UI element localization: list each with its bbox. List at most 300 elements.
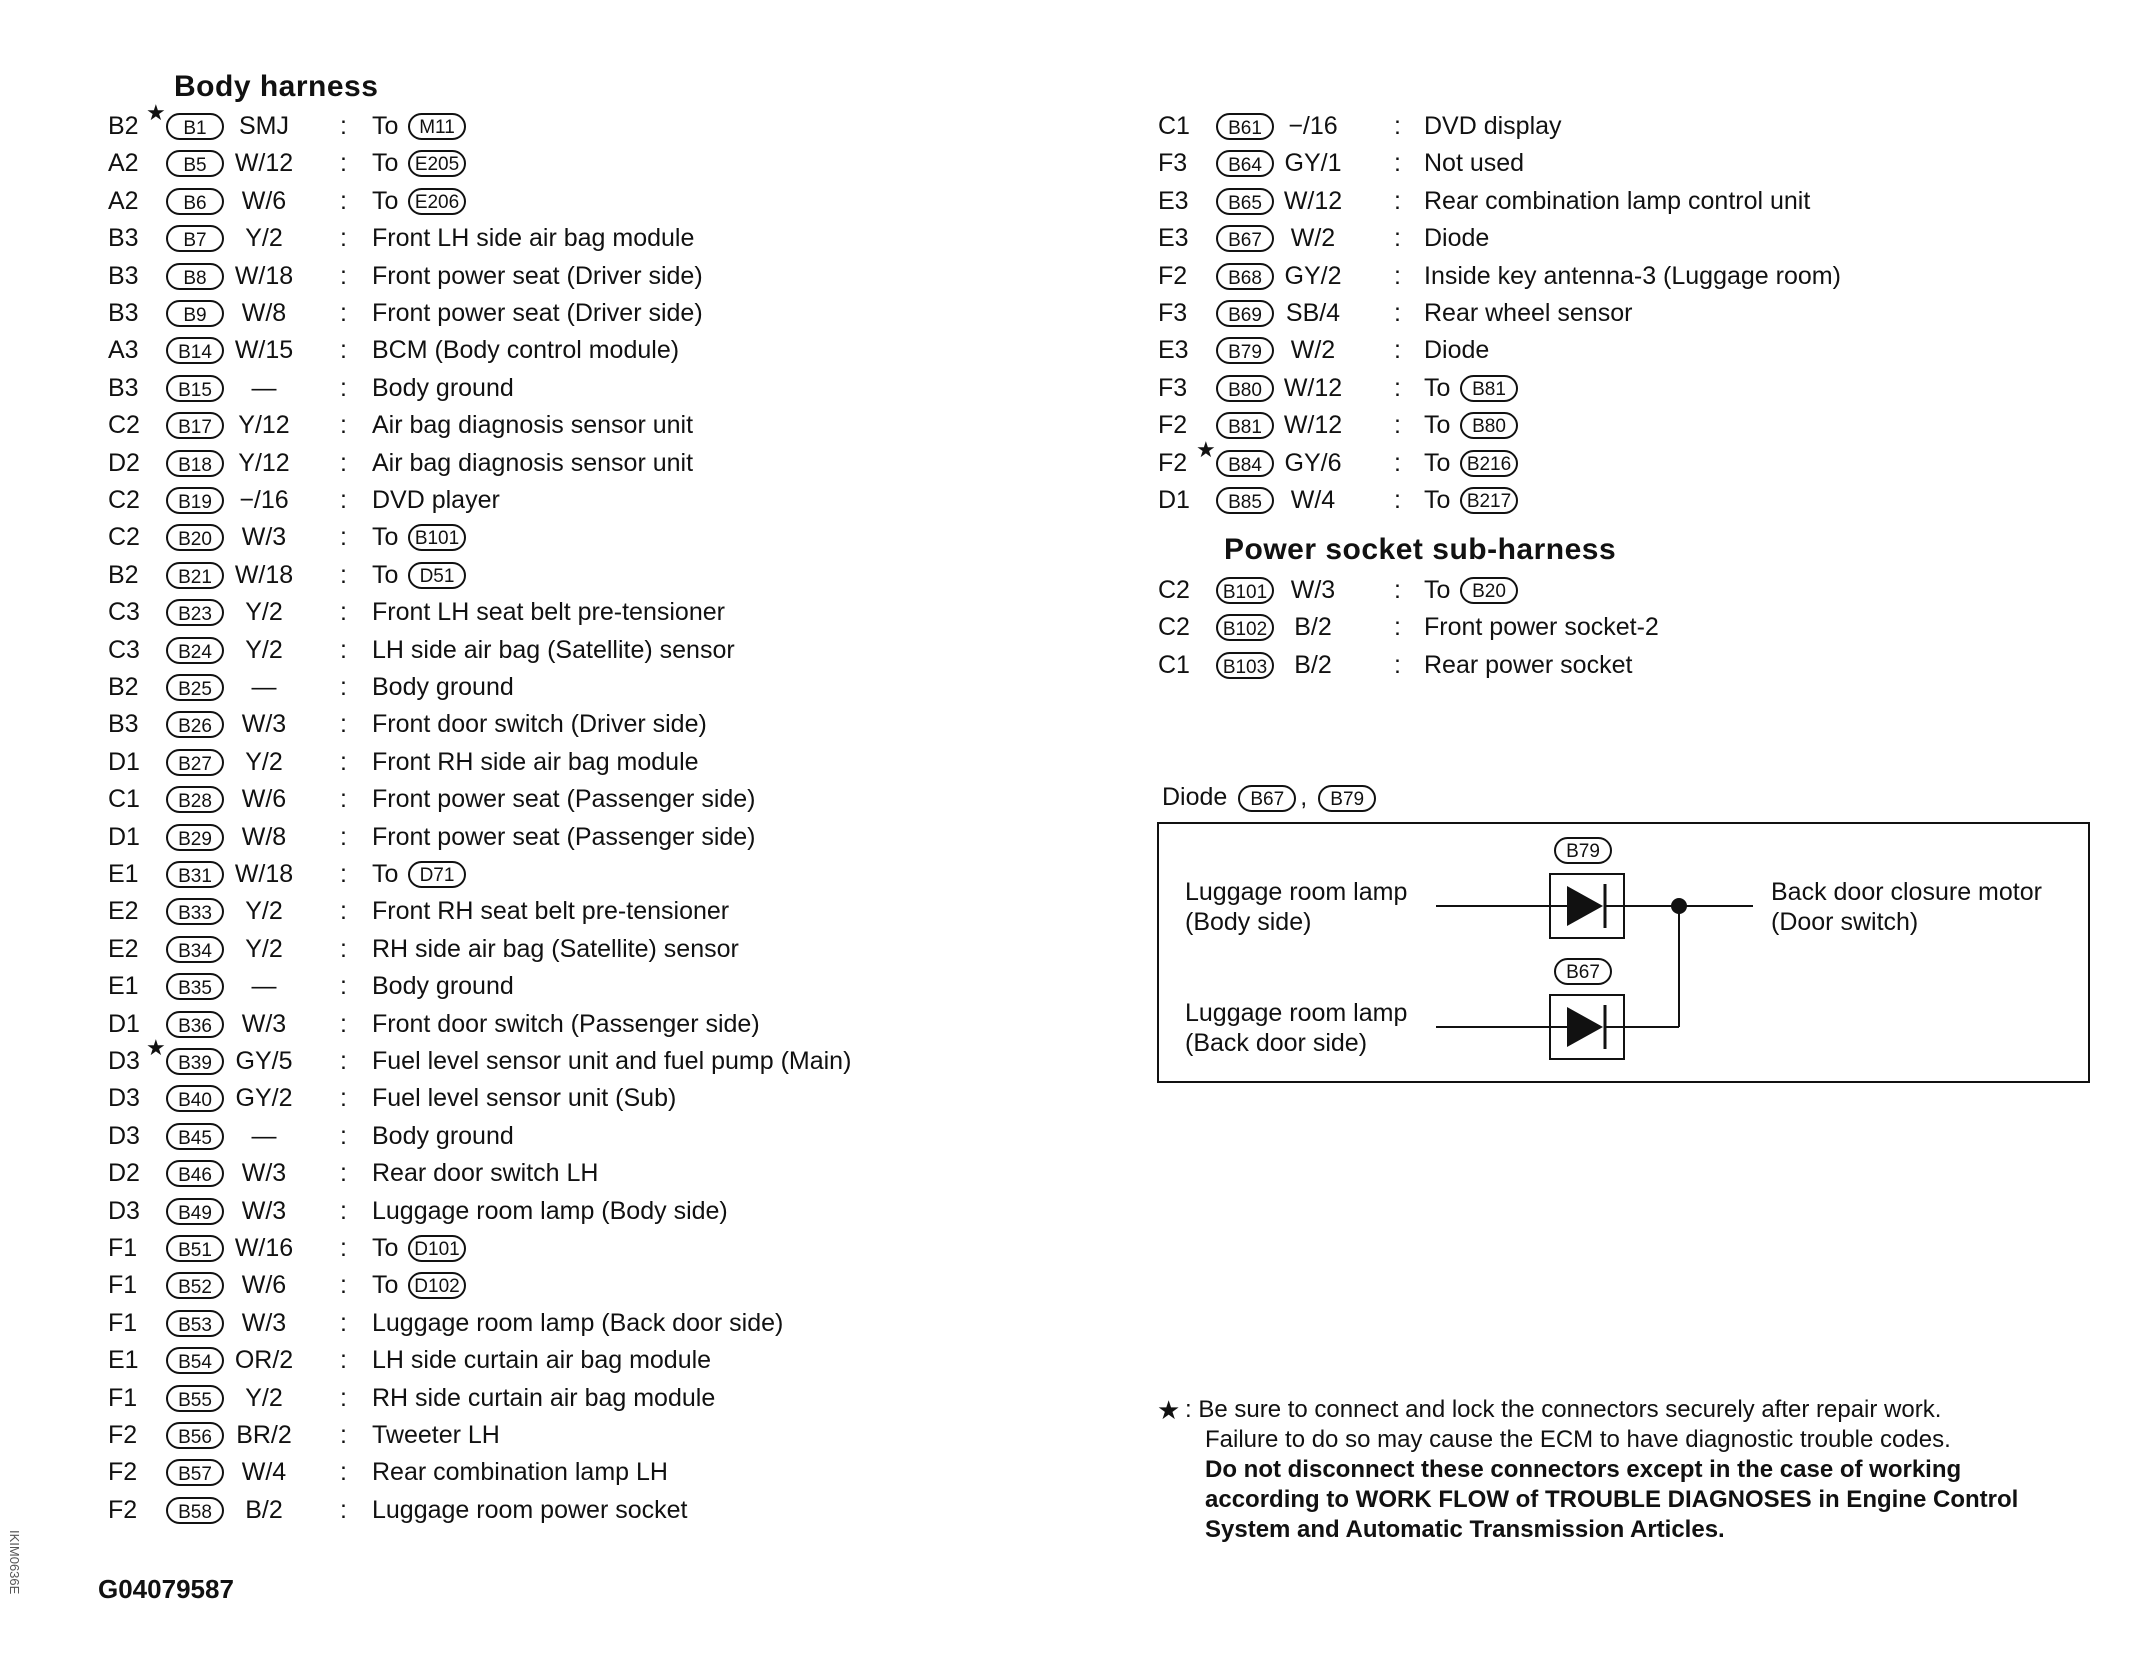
- separator: :: [340, 1009, 347, 1038]
- grid-location: F2: [108, 1421, 138, 1449]
- wire-spec: Y/2: [245, 934, 283, 963]
- connector-id: B8: [166, 263, 224, 290]
- wire-spec: —: [251, 373, 277, 402]
- wire-spec: Y/2: [245, 224, 283, 253]
- separator: :: [1394, 186, 1401, 215]
- connector-id: B1: [166, 113, 224, 140]
- connector-id: B64: [1216, 150, 1274, 177]
- connector-description: To: [372, 523, 399, 552]
- separator: :: [1394, 299, 1401, 327]
- separator: :: [1394, 112, 1401, 140]
- grid-location: D2: [108, 448, 140, 477]
- document-id: G04079587: [98, 1574, 234, 1604]
- connector-row: [108, 370, 1008, 407]
- connector-id: B68: [1216, 263, 1274, 290]
- grid-location: C3: [108, 598, 140, 627]
- connector-row: [108, 1492, 1008, 1529]
- separator: :: [340, 710, 347, 739]
- separator: :: [340, 1421, 347, 1449]
- grid-location: F2: [1158, 448, 1188, 477]
- grid-location: B3: [108, 299, 139, 327]
- connector-description: Diode: [1424, 224, 1490, 253]
- wire-spec: OR/2: [234, 1346, 294, 1375]
- separator: :: [340, 1159, 347, 1188]
- connector-id: B55: [166, 1385, 224, 1412]
- footnote-line-2: Failure to do so may cause the ECM to have diagnostic trouble codes.: [1205, 1426, 1951, 1453]
- diode-caption-connector-b67: B67: [1238, 785, 1296, 812]
- connector-id: B27: [166, 749, 224, 776]
- connector-row: [108, 1417, 1008, 1454]
- connector-description: Air bag diagnosis sensor unit: [372, 411, 694, 440]
- diode-top-connector: B79: [1554, 837, 1612, 864]
- grid-location: F1: [108, 1383, 138, 1412]
- connector-description: Not used: [1424, 149, 1525, 178]
- grid-location: B3: [108, 224, 139, 253]
- wire-spec: W/15: [234, 336, 294, 365]
- connector-row: [108, 557, 1008, 594]
- connector-description: Rear power socket: [1424, 650, 1633, 679]
- separator: :: [340, 261, 347, 290]
- separator: :: [1394, 373, 1401, 402]
- connector-id: B84: [1216, 450, 1274, 477]
- separator: :: [340, 373, 347, 402]
- connector-row: [1158, 332, 2058, 369]
- separator: :: [340, 1458, 347, 1487]
- wire-spec: W/3: [241, 1308, 287, 1337]
- wire-spec: Y/2: [245, 1383, 283, 1412]
- separator: :: [340, 448, 347, 477]
- connector-description: Luggage room lamp (Body side): [372, 1196, 728, 1225]
- separator: :: [1394, 336, 1401, 365]
- connector-description: To: [1424, 411, 1451, 440]
- grid-location: C2: [108, 523, 140, 552]
- connector-row: [108, 100, 1008, 145]
- star-marker: ★: [146, 1035, 166, 1060]
- grid-location: F2: [1158, 411, 1188, 440]
- connector-id: B33: [166, 898, 224, 925]
- target-connector-id: B80: [1460, 412, 1518, 439]
- grid-location: B2: [108, 560, 139, 589]
- connector-description: To: [1424, 448, 1451, 477]
- connector-row: [108, 1454, 1008, 1491]
- separator: :: [340, 598, 347, 627]
- separator: :: [1394, 486, 1401, 514]
- connector-row: [108, 744, 1008, 781]
- separator: :: [1394, 650, 1401, 679]
- connector-row: [108, 706, 1008, 743]
- luggage-lamp-backdoor-label: Luggage room lamp (Back door side): [1185, 999, 1408, 1057]
- grid-location: F2: [1158, 261, 1188, 290]
- star-marker: ★: [146, 100, 166, 125]
- connector-id: B28: [166, 786, 224, 813]
- connector-description: Front RH side air bag module: [372, 747, 699, 776]
- footnote-line-4: according to WORK FLOW of TROUBLE DIAGNOSES in Engine Control: [1205, 1486, 2019, 1513]
- separator: :: [1394, 149, 1401, 178]
- connector-row: [108, 594, 1008, 631]
- connector-row: [1158, 145, 2058, 182]
- grid-location: F3: [1158, 373, 1188, 402]
- connector-row: [108, 893, 1008, 930]
- wire-spec: Y/2: [245, 635, 283, 664]
- connector-id: B81: [1216, 412, 1274, 439]
- target-connector-id: E205: [408, 150, 466, 177]
- grid-location: E1: [108, 860, 139, 888]
- grid-location: A2: [108, 149, 139, 178]
- separator: :: [340, 635, 347, 664]
- connector-id: B34: [166, 936, 224, 963]
- wire-spec: B/2: [1294, 650, 1332, 679]
- grid-location: C2: [1158, 576, 1190, 604]
- target-connector-id: M11: [408, 113, 466, 140]
- target-connector-id: B101: [408, 524, 466, 551]
- wire-spec: W/4: [241, 1458, 287, 1487]
- connector-id: B24: [166, 637, 224, 664]
- grid-location: F3: [1158, 149, 1188, 178]
- connector-row: [108, 1342, 1008, 1379]
- connector-row: [108, 931, 1008, 968]
- separator: :: [340, 149, 347, 178]
- wire-spec: —: [251, 673, 277, 701]
- wire-spec: —: [251, 972, 277, 1001]
- separator: :: [340, 336, 347, 365]
- grid-location: E2: [108, 897, 139, 926]
- connector-row: [1158, 220, 2058, 257]
- wire-spec: W/18: [234, 261, 294, 290]
- connector-id: B17: [166, 412, 224, 439]
- separator: :: [340, 1383, 347, 1412]
- connector-description: DVD display: [1424, 112, 1562, 140]
- grid-location: F1: [108, 1271, 138, 1300]
- wire-spec: GY/5: [235, 1047, 293, 1075]
- wire-spec: W/8: [241, 299, 287, 327]
- separator: :: [340, 186, 347, 215]
- connector-description: Air bag diagnosis sensor unit: [372, 448, 694, 477]
- wire-spec: W/2: [1290, 336, 1336, 365]
- connector-description: Rear door switch LH: [372, 1159, 599, 1188]
- wire-spec: BR/2: [236, 1421, 292, 1449]
- grid-location: D3: [108, 1196, 140, 1225]
- connector-id: B57: [166, 1459, 224, 1486]
- connector-id: B69: [1216, 300, 1274, 327]
- connector-row: [108, 856, 1008, 893]
- wire-spec: SMJ: [239, 112, 289, 140]
- connector-description: Front LH seat belt pre-tensioner: [372, 598, 725, 627]
- connector-id: B18: [166, 450, 224, 477]
- connector-id: B36: [166, 1011, 224, 1038]
- grid-location: C1: [108, 785, 140, 814]
- connector-id: B80: [1216, 375, 1274, 402]
- grid-location: E3: [1158, 224, 1189, 253]
- connector-id: B19: [166, 487, 224, 514]
- wire-spec: W/12: [1283, 186, 1343, 215]
- grid-location: C2: [108, 411, 140, 440]
- connector-row: [108, 632, 1008, 669]
- connector-description: DVD player: [372, 486, 500, 514]
- connector-id: B54: [166, 1347, 224, 1374]
- grid-location: D2: [108, 1159, 140, 1188]
- footnote-line-1: : Be sure to connect and lock the connectors securely after repair work.: [1185, 1396, 1942, 1423]
- connector-row: [1158, 370, 2058, 407]
- footnote-line-3: Do not disconnect these connectors except in the case of working: [1205, 1456, 1962, 1483]
- connector-row: [1158, 572, 2058, 609]
- grid-location: A2: [108, 186, 139, 215]
- separator: :: [340, 523, 347, 552]
- connector-row: [1158, 647, 2058, 684]
- connector-description: BCM (Body control module): [372, 336, 680, 365]
- connector-description: Front power seat (Passenger side): [372, 822, 756, 851]
- grid-location: C1: [1158, 650, 1190, 679]
- target-connector-id: D101: [408, 1235, 466, 1262]
- connector-row: [1158, 436, 2058, 482]
- connector-row: [108, 1380, 1008, 1417]
- grid-location: E2: [108, 934, 139, 963]
- connector-row: [108, 407, 1008, 444]
- connector-description: To: [1424, 576, 1451, 604]
- connector-description: Body ground: [372, 673, 514, 701]
- connector-description: LH side curtain air bag module: [372, 1346, 712, 1375]
- wire-spec: W/3: [241, 1196, 287, 1225]
- connector-id: B52: [166, 1272, 224, 1299]
- grid-location: B3: [108, 261, 139, 290]
- connector-row: [1158, 258, 2058, 295]
- connector-description: Front power seat (Driver side): [372, 299, 703, 327]
- connector-id: B26: [166, 711, 224, 738]
- connector-id: B53: [166, 1310, 224, 1337]
- connector-description: To: [372, 149, 399, 178]
- grid-location: E1: [108, 1346, 139, 1375]
- connector-description: Front power seat (Passenger side): [372, 785, 756, 814]
- connector-row: [1158, 482, 2058, 519]
- connector-row: [108, 1267, 1008, 1304]
- separator: :: [340, 1084, 347, 1113]
- diode-caption-separator: ,: [1300, 783, 1308, 811]
- separator: :: [340, 673, 347, 701]
- connector-description: Front LH side air bag module: [372, 224, 695, 253]
- connector-id: B49: [166, 1198, 224, 1225]
- target-connector-id: B216: [1460, 450, 1518, 477]
- connector-row: [108, 819, 1008, 856]
- connector-description: Inside key antenna-3 (Luggage room): [1424, 261, 1841, 290]
- connector-row: [108, 145, 1008, 182]
- connector-id: B31: [166, 861, 224, 888]
- connector-id: B85: [1216, 487, 1274, 514]
- wire-spec: W/3: [241, 1159, 287, 1188]
- separator: :: [340, 860, 347, 888]
- figure-code: IKIM0636E: [7, 1530, 22, 1595]
- connector-id: B7: [166, 225, 224, 252]
- connector-description: Rear combination lamp LH: [372, 1458, 668, 1487]
- separator: :: [340, 1196, 347, 1225]
- connector-id: B40: [166, 1085, 224, 1112]
- connector-row: [108, 1155, 1008, 1192]
- connector-description: Fuel level sensor unit (Sub): [372, 1084, 677, 1113]
- connector-description: To: [1424, 373, 1451, 402]
- connector-id: B51: [166, 1235, 224, 1262]
- grid-location: F2: [108, 1458, 138, 1487]
- diode-schematic: [1157, 822, 2090, 1083]
- connector-row: [108, 781, 1008, 818]
- separator: :: [340, 1234, 347, 1262]
- diode-b67-symbol: [1567, 1007, 1603, 1047]
- separator: :: [340, 112, 347, 140]
- wire-spec: W/6: [241, 186, 287, 215]
- connector-row: [108, 968, 1008, 1005]
- connector-row: [108, 1035, 1008, 1080]
- grid-location: D3: [108, 1084, 140, 1113]
- wire-spec: W/4: [1290, 486, 1336, 514]
- connector-id: B39: [166, 1048, 224, 1075]
- luggage-lamp-body-label: Luggage room lamp (Body side): [1185, 878, 1408, 936]
- connector-description: Fuel level sensor unit and fuel pump (Main): [372, 1047, 852, 1075]
- connector-description: Body ground: [372, 373, 514, 402]
- wire-spec: B/2: [245, 1495, 283, 1524]
- wire-spec: GY/2: [235, 1084, 293, 1113]
- connector-row: [108, 220, 1008, 257]
- connector-row: [108, 332, 1008, 369]
- separator: :: [340, 822, 347, 851]
- separator: :: [1394, 411, 1401, 440]
- wire-spec: —: [251, 1121, 277, 1150]
- connector-description: To: [372, 560, 399, 589]
- connector-description: To: [1424, 486, 1451, 514]
- grid-location: C2: [1158, 613, 1190, 642]
- connector-description: Luggage room power socket: [372, 1495, 688, 1524]
- connector-description: RH side curtain air bag module: [372, 1383, 716, 1412]
- separator: :: [340, 897, 347, 926]
- wire-spec: GY/6: [1284, 448, 1342, 477]
- connector-row: [108, 669, 1008, 706]
- separator: :: [340, 1346, 347, 1375]
- diode-caption-connector-b79: B79: [1318, 785, 1376, 812]
- connector-description: Tweeter LH: [372, 1421, 500, 1449]
- wire-spec: SB/4: [1285, 299, 1341, 327]
- target-connector-id: B20: [1460, 577, 1518, 604]
- separator: :: [1394, 224, 1401, 253]
- wire-spec: W/6: [241, 1271, 287, 1300]
- connector-row: [108, 183, 1008, 220]
- separator: :: [340, 1121, 347, 1150]
- separator: :: [340, 747, 347, 776]
- grid-location: F1: [108, 1308, 138, 1337]
- grid-location: F1: [108, 1234, 138, 1262]
- connector-description: LH side air bag (Satellite) sensor: [372, 635, 735, 664]
- body-harness-title: Body harness: [174, 70, 379, 103]
- separator: :: [1394, 613, 1401, 642]
- separator: :: [340, 785, 347, 814]
- grid-location: D1: [1158, 486, 1190, 514]
- wire-spec: Y/2: [245, 747, 283, 776]
- wire-spec: W/12: [234, 149, 294, 178]
- wire-spec: W/16: [234, 1234, 294, 1262]
- connector-id: B101: [1216, 577, 1274, 604]
- target-connector-id: D102: [408, 1272, 466, 1299]
- connector-description: Front RH seat belt pre-tensioner: [372, 897, 730, 926]
- connector-id: B25: [166, 674, 224, 701]
- wire-spec: −/16: [1288, 112, 1338, 140]
- connector-id: B5: [166, 150, 224, 177]
- wire-spec: Y/2: [245, 897, 283, 926]
- grid-location: B2: [108, 673, 139, 701]
- connector-id: B56: [166, 1422, 224, 1449]
- connector-description: Front power seat (Driver side): [372, 261, 703, 290]
- wire-spec: W/18: [234, 560, 294, 589]
- grid-location: D1: [108, 822, 140, 851]
- grid-location: F2: [108, 1495, 138, 1524]
- connector-id: B6: [166, 188, 224, 215]
- connector-id: B103: [1216, 652, 1274, 679]
- connector-description: To: [372, 186, 399, 215]
- connector-id: B14: [166, 337, 224, 364]
- diode-bottom-connector: B67: [1554, 958, 1612, 985]
- wire-spec: W/18: [234, 860, 294, 888]
- connector-description: To: [372, 112, 399, 140]
- connector-description: To: [372, 1234, 399, 1262]
- star-marker: ★: [1196, 436, 1216, 462]
- wire-spec: W/6: [241, 785, 287, 814]
- diode-caption-label: Diode: [1162, 783, 1228, 811]
- grid-location: E3: [1158, 186, 1189, 215]
- wire-spec: Y/12: [238, 448, 290, 477]
- target-connector-id: E206: [408, 188, 466, 215]
- separator: :: [340, 560, 347, 589]
- wire-spec: W/3: [241, 710, 287, 739]
- grid-location: D1: [108, 747, 140, 776]
- diode-b79-symbol: [1567, 886, 1603, 926]
- grid-location: B3: [108, 710, 139, 739]
- wire-spec: Y/2: [245, 598, 283, 627]
- connector-row: [108, 258, 1008, 295]
- connector-description: To: [372, 860, 399, 888]
- wire-spec: W/2: [1290, 224, 1336, 253]
- grid-location: B2: [108, 112, 139, 140]
- connector-row: [108, 1118, 1008, 1155]
- grid-location: E3: [1158, 336, 1189, 365]
- separator: :: [340, 1308, 347, 1337]
- power-socket-title: Power socket sub-harness: [1224, 533, 1617, 566]
- connector-id: B21: [166, 562, 224, 589]
- separator: :: [340, 411, 347, 440]
- connector-description: Luggage room lamp (Back door side): [372, 1308, 784, 1337]
- target-connector-id: B217: [1460, 487, 1518, 514]
- connector-id: B61: [1216, 113, 1274, 140]
- connector-id: B35: [166, 973, 224, 1000]
- wire-spec: GY/2: [1284, 261, 1342, 290]
- connector-description: Rear wheel sensor: [1424, 299, 1633, 327]
- connector-id: B102: [1216, 614, 1274, 641]
- footnote-line-5: System and Automatic Transmission Articles.: [1205, 1516, 1725, 1543]
- grid-location: D3: [108, 1121, 140, 1150]
- separator: :: [1394, 261, 1401, 290]
- grid-location: F3: [1158, 299, 1188, 327]
- connector-description: To: [372, 1271, 399, 1300]
- connector-row: [1158, 295, 2058, 332]
- connector-description: Front door switch (Passenger side): [372, 1009, 760, 1038]
- separator: :: [340, 1271, 347, 1300]
- target-connector-id: B81: [1460, 375, 1518, 402]
- connector-row: [108, 519, 1008, 556]
- separator: :: [340, 224, 347, 253]
- separator: :: [340, 934, 347, 963]
- grid-location: A3: [108, 336, 139, 365]
- wire-spec: W/3: [241, 523, 287, 552]
- wire-spec: GY/1: [1284, 149, 1342, 178]
- connector-description: Body ground: [372, 972, 514, 1001]
- separator: :: [340, 486, 347, 514]
- wire-spec: Y/12: [238, 411, 290, 440]
- grid-location: C1: [1158, 112, 1190, 140]
- wire-spec: W/12: [1283, 373, 1343, 402]
- grid-location: D3: [108, 1047, 140, 1075]
